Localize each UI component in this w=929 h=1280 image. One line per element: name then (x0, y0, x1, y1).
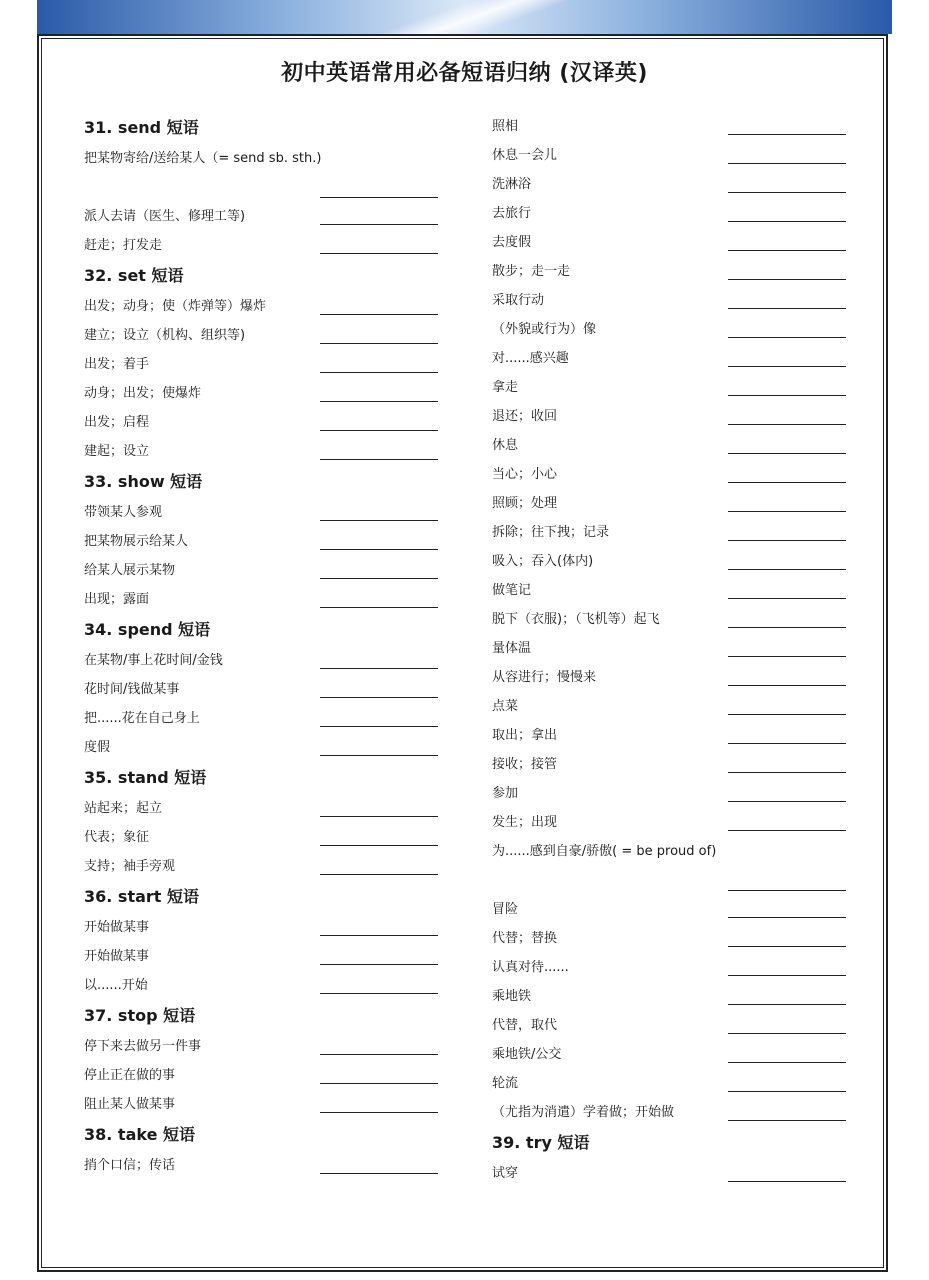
phrase-prompt: 采取行动 (492, 293, 545, 308)
phrase-prompt: 乘地铁 (492, 989, 532, 1004)
answer-blank[interactable] (728, 424, 846, 425)
phrase-item (84, 556, 438, 585)
phrase-item (84, 408, 438, 437)
phrase-item (492, 808, 846, 837)
phrase-item (492, 721, 846, 750)
answer-blank[interactable] (728, 482, 846, 483)
answer-blank[interactable] (728, 308, 846, 309)
answer-blank[interactable] (320, 1173, 438, 1174)
phrase-item (492, 1098, 846, 1127)
answer-blank[interactable] (728, 221, 846, 222)
answer-blank[interactable] (728, 540, 846, 541)
phrase-prompt: 拿走 (492, 380, 519, 395)
answer-blank[interactable] (320, 401, 438, 402)
phrase-item (492, 431, 846, 460)
phrase-prompt: 花时间/钱做某事 (84, 682, 180, 697)
phrase-item (492, 1159, 846, 1188)
phrase-prompt: 休息一会儿 (492, 148, 558, 163)
phrase-prompt: 取出；拿出 (492, 728, 558, 743)
phrase-item (84, 379, 438, 408)
answer-blank[interactable] (320, 668, 438, 669)
phrase-item (492, 953, 846, 982)
answer-blank[interactable] (320, 755, 438, 756)
phrase-prompt: 从容进行；慢慢来 (492, 670, 597, 685)
phrase-prompt: 轮流 (492, 1076, 519, 1091)
phrase-prompt: 吸入；吞入(体内) (492, 554, 594, 569)
phrase-item (492, 1011, 846, 1040)
answer-blank[interactable] (728, 627, 846, 628)
answer-blank[interactable] (728, 511, 846, 512)
phrase-prompt: 度假 (84, 740, 111, 755)
phrase-item (492, 982, 846, 1011)
phrase-prompt: 以......开始 (84, 978, 148, 993)
phrase-item (492, 112, 846, 141)
phrase-item (84, 1061, 438, 1090)
phrase-item (492, 924, 846, 953)
answer-blank[interactable] (728, 1091, 846, 1092)
phrase-item (492, 518, 846, 547)
phrase-prompt: 给某人展示某物 (84, 563, 176, 578)
phrase-item (492, 460, 846, 489)
phrase-item (84, 144, 438, 202)
answer-blank[interactable] (728, 656, 846, 657)
phrase-prompt: 休息 (492, 438, 519, 453)
phrase-prompt: 散步；走一走 (492, 264, 571, 279)
phrase-item (84, 1151, 438, 1180)
phrase-item (492, 605, 846, 634)
left-column (84, 112, 438, 1180)
answer-blank[interactable] (320, 607, 438, 608)
phrase-prompt: 认真对待...... (492, 960, 569, 975)
answer-blank[interactable] (728, 830, 846, 831)
phrase-item (84, 292, 438, 321)
banner-streak (287, 0, 667, 34)
phrase-prompt: 把某物展示给某人 (84, 534, 189, 549)
phrase-item (84, 675, 438, 704)
phrase-prompt: 动身；出发；使爆炸 (84, 386, 202, 401)
phrase-prompt: 点菜 (492, 699, 519, 714)
phrase-prompt: 照相 (492, 119, 519, 134)
phrase-item (84, 1090, 438, 1119)
section-title: 39. try 短语 (492, 1133, 590, 1152)
phrase-prompt: 冒险 (492, 902, 519, 917)
answer-blank[interactable] (728, 279, 846, 280)
phrase-item (492, 663, 846, 692)
header-banner (37, 0, 892, 34)
phrase-prompt: 建起；设立 (84, 444, 150, 459)
phrase-item (492, 779, 846, 808)
phrase-prompt: 脱下（衣服)；（飞机等）起飞 (492, 612, 660, 627)
answer-blank[interactable] (320, 343, 438, 344)
phrase-item (492, 489, 846, 518)
phrase-prompt: 去度假 (492, 235, 532, 250)
phrase-prompt: 开始做某事 (84, 920, 150, 935)
phrase-prompt: 带领某人参观 (84, 505, 163, 520)
phrase-prompt: 出发；着手 (84, 357, 150, 372)
phrase-prompt: 代替；替换 (492, 931, 558, 946)
section-title: 33. show 短语 (84, 472, 203, 491)
answer-blank[interactable] (320, 874, 438, 875)
answer-blank[interactable] (320, 520, 438, 521)
answer-blank[interactable] (728, 569, 846, 570)
section-title: 36. start 短语 (84, 887, 199, 906)
answer-blank[interactable] (320, 314, 438, 315)
phrase-prompt: 停下来去做另一件事 (84, 1039, 202, 1054)
answer-blank[interactable] (728, 772, 846, 773)
page-title: 初中英语常用必备短语归纳 (汉译英) (281, 61, 648, 86)
phrase-item (492, 257, 846, 286)
answer-blank[interactable] (728, 801, 846, 802)
phrase-item (492, 547, 846, 576)
answer-blank[interactable] (728, 946, 846, 947)
answer-blank[interactable] (320, 816, 438, 817)
section-title: 38. take 短语 (84, 1125, 195, 1144)
answer-blank[interactable] (320, 549, 438, 550)
answer-blank[interactable] (728, 453, 846, 454)
phrase-item (492, 141, 846, 170)
answer-blank[interactable] (320, 935, 438, 936)
answer-blank[interactable] (320, 697, 438, 698)
answer-blank[interactable] (728, 1120, 846, 1121)
answer-blank[interactable] (320, 726, 438, 727)
answer-blank[interactable] (728, 743, 846, 744)
answer-blank[interactable] (320, 964, 438, 965)
phrase-prompt: 拆除；往下拽；记录 (492, 525, 610, 540)
right-column (492, 112, 846, 1188)
answer-blank[interactable] (728, 395, 846, 396)
answer-blank[interactable] (728, 1062, 846, 1063)
answer-blank[interactable] (728, 163, 846, 164)
phrase-prompt: 试穿 (492, 1166, 519, 1181)
answer-blank[interactable] (728, 685, 846, 686)
phrase-item (84, 971, 438, 1000)
answer-blank[interactable] (728, 1004, 846, 1005)
phrase-item (492, 199, 846, 228)
phrase-prompt: 当心；小心 (492, 467, 558, 482)
phrase-item (84, 704, 438, 733)
answer-blank[interactable] (320, 197, 438, 198)
answer-blank[interactable] (728, 598, 846, 599)
answer-blank[interactable] (728, 917, 846, 918)
phrase-prompt: 量体温 (492, 641, 532, 656)
answer-blank[interactable] (728, 337, 846, 338)
answer-blank[interactable] (728, 1181, 846, 1182)
phrase-prompt: 洗淋浴 (492, 177, 532, 192)
answer-blank[interactable] (728, 366, 846, 367)
answer-blank[interactable] (320, 459, 438, 460)
phrase-item (492, 634, 846, 663)
section-title: 31. send 短语 (84, 118, 199, 137)
phrase-prompt: 出现；露面 (84, 592, 150, 607)
answer-blank[interactable] (728, 1033, 846, 1034)
section-title: 37. stop 短语 (84, 1006, 196, 1025)
phrase-prompt: 捎个口信；传话 (84, 1158, 176, 1173)
phrase-item (492, 228, 846, 257)
phrase-prompt: 站起来；起立 (84, 801, 163, 816)
phrase-prompt: （尤指为消遣）学着做；开始做 (492, 1105, 675, 1120)
phrase-prompt: （外貌或行为）像 (492, 322, 597, 337)
section-title: 35. stand 短语 (84, 768, 207, 787)
phrase-prompt: 赶走；打发走 (84, 238, 163, 253)
answer-blank[interactable] (320, 1054, 438, 1055)
phrase-item (84, 942, 438, 971)
phrase-prompt: 照顾；处理 (492, 496, 558, 511)
phrase-prompt: 把某物寄给/送给某人（= send sb. sth.) (84, 151, 322, 166)
answer-blank[interactable] (320, 430, 438, 431)
phrase-item (84, 321, 438, 350)
answer-blank[interactable] (320, 993, 438, 994)
answer-blank[interactable] (320, 845, 438, 846)
phrase-prompt: 发生；出现 (492, 815, 558, 830)
answer-blank[interactable] (320, 578, 438, 579)
phrase-prompt: 把......花在自己身上 (84, 711, 200, 726)
phrase-item (84, 527, 438, 556)
phrase-prompt: 退还；收回 (492, 409, 558, 424)
phrase-item (84, 437, 438, 466)
phrase-prompt: 开始做某事 (84, 949, 150, 964)
phrase-item (492, 315, 846, 344)
phrase-item (84, 794, 438, 823)
section-title: 34. spend 短语 (84, 620, 211, 639)
phrase-item (492, 576, 846, 605)
phrase-prompt: 停止正在做的事 (84, 1068, 176, 1083)
phrase-prompt: 乘地铁/公交 (492, 1047, 562, 1062)
phrase-item (84, 733, 438, 762)
phrase-item (492, 750, 846, 779)
phrase-prompt: 建立；设立（机构、组织等) (84, 328, 246, 343)
phrase-prompt: 对......感兴趣 (492, 351, 569, 366)
phrase-item (84, 585, 438, 614)
phrase-prompt: 做笔记 (492, 583, 532, 598)
answer-blank[interactable] (728, 250, 846, 251)
phrase-prompt: 出发；动身；使（炸弹等）爆炸 (84, 299, 267, 314)
phrase-prompt: 参加 (492, 786, 519, 801)
answer-blank[interactable] (320, 1083, 438, 1084)
answer-blank[interactable] (728, 714, 846, 715)
phrase-item (84, 852, 438, 881)
phrase-item (492, 1040, 846, 1069)
answer-blank[interactable] (320, 372, 438, 373)
phrase-prompt: 代替，取代 (492, 1018, 558, 1033)
phrase-item (492, 1069, 846, 1098)
answer-blank[interactable] (728, 890, 846, 891)
phrase-prompt: 出发；启程 (84, 415, 150, 430)
phrase-item (84, 350, 438, 379)
answer-blank[interactable] (320, 253, 438, 254)
answer-blank[interactable] (728, 975, 846, 976)
phrase-prompt: 去旅行 (492, 206, 532, 221)
phrase-item (492, 373, 846, 402)
phrase-prompt: 在某物/事上花时间/金钱 (84, 653, 223, 668)
phrase-item (492, 837, 846, 895)
phrase-item (492, 402, 846, 431)
phrase-item (492, 895, 846, 924)
answer-blank[interactable] (320, 224, 438, 225)
phrase-item (84, 1032, 438, 1061)
section-title: 32. set 短语 (84, 266, 184, 285)
phrase-item (84, 202, 438, 231)
phrase-item (492, 170, 846, 199)
answer-blank[interactable] (728, 192, 846, 193)
phrase-prompt: 派人去请（医生、修理工等) (84, 209, 246, 224)
phrase-prompt: 代表；象征 (84, 830, 150, 845)
answer-blank[interactable] (728, 134, 846, 135)
phrase-item (84, 823, 438, 852)
phrase-item (492, 344, 846, 373)
answer-blank[interactable] (320, 1112, 438, 1113)
phrase-item (84, 231, 438, 260)
phrase-item (84, 646, 438, 675)
phrase-item (84, 498, 438, 527)
phrase-prompt: 为......感到自豪/骄傲( = be proud of) (492, 844, 717, 859)
phrase-prompt: 阻止某人做某事 (84, 1097, 176, 1112)
phrase-item (492, 286, 846, 315)
phrase-prompt: 支持；袖手旁观 (84, 859, 176, 874)
phrase-prompt: 接收；接管 (492, 757, 558, 772)
phrase-item (492, 692, 846, 721)
phrase-item (84, 913, 438, 942)
